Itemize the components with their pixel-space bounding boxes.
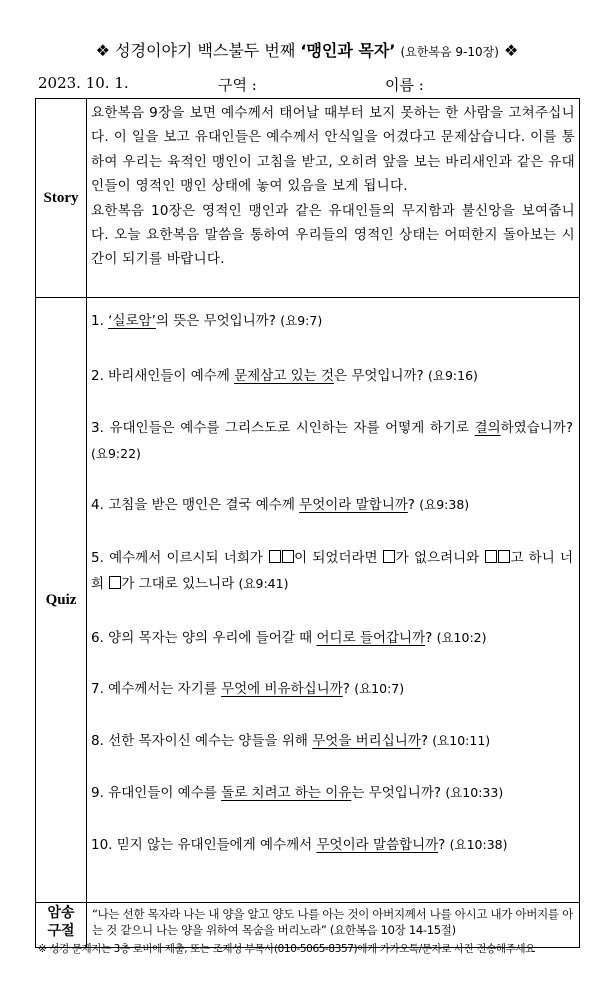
zone-label: 구역 : [218, 76, 257, 94]
story-content [87, 99, 580, 298]
worksheet-title [0, 38, 614, 61]
quiz-question-3: 3. 유대인들은 예수를 그리스도로 시인하는 자를 어떻게 하기로 결의하였습니까? (요9:22) [91, 420, 573, 461]
story-row [36, 99, 580, 298]
quiz-question-9: 9. 유대인들이 예수를 돌로 치려고 하는 이유는 무엇입니까? (요10:33) [91, 785, 504, 801]
diamond-icon: ❖ [503, 41, 519, 60]
quiz-question-5: 5. 예수께서 이르시되 너희가 이 되었더라면 가 없으려니와 고 하니 너희 가 그대로 있느니라 (요9:41) [91, 550, 573, 592]
quiz-question-1: 1. ‘실로암’의 뜻은 무엇입니까? (요9:7) [91, 313, 323, 329]
quiz-question-4: 4. 고침을 받은 맹인은 결국 예수께 무엇이라 말합니까? (요9:38) [91, 497, 470, 513]
story-paragraph-2: 요한복음 10장은 영적인 맹인과 같은 유대인들의 무지함과 불신앙을 보여줍니다. 오늘 요한복음 말씀을 통하여 우리들의 영적인 상태는 어떠한지 돌아보는 시간이 되기를 바랍니다. [91, 202, 575, 268]
quiz-question-8: 8. 선한 목자이신 예수는 양들을 위해 무엇을 버리십니까? (요10:11) [91, 733, 491, 749]
title-scripture: (요한복음 9-10장) [400, 45, 499, 59]
memory-verse-ref: (요한복음 10장 14-15절) [329, 923, 456, 937]
memory-label: 암송 구절 [36, 903, 87, 948]
footer-note: ※ 성경 문제지는 3층 로비에 제출, 또는 조재성 부목사(010-5065-8357)에게 카카오톡/문자로 사진 전송해주세요 [38, 943, 535, 955]
name-label: 이름 : [385, 76, 424, 94]
worksheet-table [35, 98, 580, 948]
blank-box [282, 550, 294, 563]
quiz-row [36, 298, 580, 903]
blank-box [109, 576, 121, 589]
memory-verse-text: “나는 선한 목자라 나는 내 양을 알고 양도 나를 아는 것이 아버지께서 나를 아시고 내가 아버지를 아는 것 같으니 나는 양을 위하여 목숨을 버리노라” [92, 907, 573, 937]
quiz-question-7: 7. 예수께서는 자기를 무엇에 비유하십니까? (요10:7) [91, 681, 405, 697]
quiz-question-2: 2. 바리새인들이 예수께 문제삼고 있는 것은 무엇입니까? (요9:16) [91, 368, 478, 384]
quiz-label: Quiz [36, 298, 87, 903]
diamond-icon: ❖ [95, 41, 111, 60]
blank-box [383, 550, 395, 563]
quiz-content [87, 298, 580, 903]
title-text: 성경이야기 백스불두 번째 [115, 41, 301, 60]
story-paragraph-1: 요한복음 9장을 보면 예수께서 태어날 때부터 보지 못하는 한 사람을 고쳐주십니다. 이 일을 보고 유대인들은 예수께서 안식일을 어겼다고 문제삼습니다. 이를 통하여 우리는 육적인 맹인이 고침을 받고, 오히려 앞을 보는 바리새인과 같은 유대인들이 영적인 맹인 상태에 놓여 있음을 보게 됩니다. [91, 105, 575, 195]
quiz-question-6: 6. 양의 목자는 양의 우리에 들어갈 때 어디로 들어갑니까? (요10:2) [91, 630, 487, 646]
blank-box [269, 550, 281, 563]
blank-box [498, 550, 510, 563]
date-text: 2023. 10. 1. [38, 74, 129, 92]
title-bold: ‘맹인과 목자’ [300, 41, 396, 60]
quiz-question-10: 10. 믿지 않는 유대인들에게 예수께서 무엇이라 말씀합니까? (요10:38) [91, 837, 508, 853]
blank-box [485, 550, 497, 563]
story-label: Story [36, 99, 87, 298]
